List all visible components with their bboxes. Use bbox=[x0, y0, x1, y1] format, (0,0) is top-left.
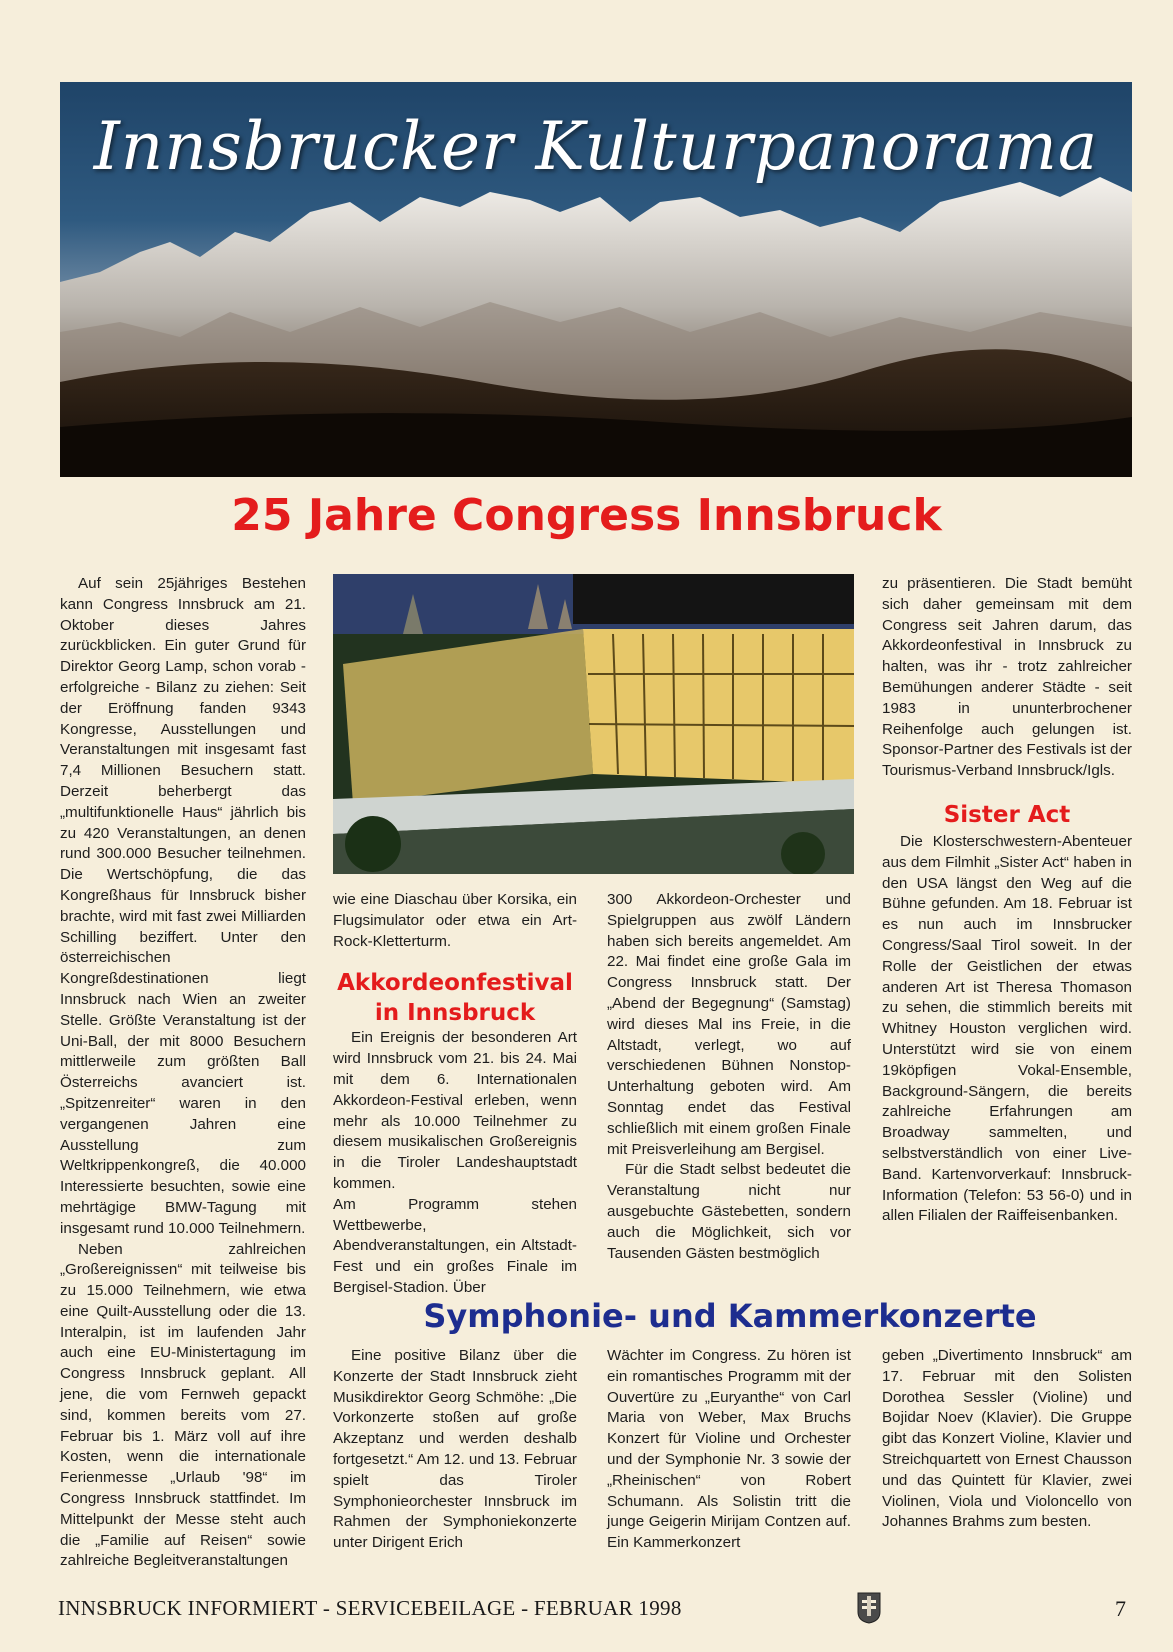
banner-image bbox=[60, 82, 1132, 477]
col4-paragraph-1: zu präsentieren. Die Stadt bemüht sich daher gemeinsam mit dem Congress seit Jahren darum, das Akkordeonfestival in Innsbruck zu halten, was ihr - trotz zahlreicher Bemühungen anderer Städte - seit 1983 in ununterbrochener Reihenfolge auch gelungen ist. Sponsor-Partner des Festivals ist der Tourismus-Verband Innsbruck/Igls. bbox=[882, 575, 1132, 780]
footer-text: INNSBRUCK INFORMIERT - SERVICEBEILAGE - FEBRUAR 1998 bbox=[58, 1596, 682, 1620]
col4-sister-act-paragraph: Die Klosterschwestern-Abenteuer aus dem Filmhit „Sister Act“ haben in den USA längst den Weg auf die Bühne gefunden. Am 18. Februar ist es nun auch im Innsbrucker Congress/Saal Tirol soweit. In der Rolle der Geistlichen der etwas anderen Art ist Theresa Thomason zu sehen, die stimmlich bereits mit Whitney Houston verglichen wird. Unterstützt wird sie von einem 19köpfigen Vokal-Ensemble, Background-Sängern, die bereits zahlreiche Erfahrungen am Broadway sammelten, und selbstverständlich von einer Live-Band. Kartenvorverkauf: Innsbruck-Information (Telefon: 53 56-0) und in allen Filialen der Raiffeisenbanken. bbox=[882, 832, 1132, 1225]
symphonie-column-4 bbox=[882, 1346, 1132, 1533]
akkordeon-heading-line-1: Akkordeonfestival bbox=[337, 970, 573, 997]
col3-paragraph-2: Für die Stadt selbst bedeutet die Veranstaltung nicht nur ausgebuchte Gästebetten, sondern auch die Möglichkeit, sich vor Tausenden Gästen bestmöglich bbox=[607, 1161, 851, 1262]
akkordeon-heading-line-2: in Innsbruck bbox=[374, 1000, 536, 1027]
col1-paragraph-1: Auf sein 25jähriges Bestehen kann Congress Innsbruck am 21. Oktober dieses Jahres zurückblicken. Ein guter Grund für Direktor Georg Lamp, schon vorab - erfolgreiche - Bilanz zu ziehen: Seit der Eröffnung fanden 9343 Kongresse, Ausstellungen und Veranstaltungen mit insgesamt fast 7,4 Millionen Besuchern statt. Derzeit beherbergt das „multifunktionelle Haus“ jährlich bis zu 420 Veranstaltungen, an denen rund 300.000 Besucher teilnehmen. Die Wertschöpfung, die das Kongreßhaus für Innsbruck bisher brachte, wird mit fast zwei Milliarden Schilling beziffert. Unter den österreichischen Kongreßdestinationen liegt Innsbruck nach Wien an zweiter Stelle. Größte Veranstaltung ist der Uni-Ball, der mit 8000 Besuchern mittlerweile zum größten Ball Österreichs avanciert ist. „Spitzenreiter“ waren in den vergangenen Jahren eine Ausstellung zum Weltkrippenkongreß, die 40.000 Interessierte besuchten, sowie eine mehrtägige BMW-Tagung mit insgesamt rund 10.000 Teilnehmern. bbox=[60, 575, 306, 1237]
column-4 bbox=[882, 574, 1132, 1227]
page-title: 25 Jahre Congress Innsbruck bbox=[231, 490, 942, 541]
page-number: 7 bbox=[1115, 1596, 1126, 1621]
symphonie-column-3 bbox=[607, 1346, 851, 1554]
col3-paragraph-1: 300 Akkordeon-Orchester und Spielgruppen aus zwölf Ländern haben sich bereits angemeldet. Am 22. Mai findet eine große Gala im Congress Innsbruck statt. Der „Abend der Begegnung“ (Samstag) wird dieses Mal ins Freie, in die Altstadt, verlegt, wo auf verschiedenen Bühnen Nonstop-Unterhaltung geboten wird. Am Sonntag endet das Festival schließlich mit einem großen Finale mit Preisverleihung am Bergisel. bbox=[607, 891, 851, 1158]
symphonie-paragraph-3: geben „Divertimento Innsbruck“ am 17. Februar mit den Solisten Dorothea Sessler (Violine) und Bojidar Noev (Klavier). Die Gruppe gibt das Konzert Violine, Klavier und Streichquartett von Ernest Chausson und das Quintett für Klavier, zwei Violinen, Viola und Violoncello von Johannes Brahms zum besten. bbox=[882, 1347, 1132, 1531]
symphonie-column-2 bbox=[333, 1346, 577, 1554]
column-3 bbox=[607, 890, 851, 1264]
col2-akkordeon-paragraph: Ein Ereignis der besonderen Art wird Innsbruck vom 21. bis 24. Mai mit dem 6. Internationalen Akkordeon-Festival erleben, wenn mehr als 10.000 Teilnehmer zu diesem musikalischen Großereignis in die Tiroler Landeshauptstadt kommen. bbox=[333, 1029, 577, 1192]
column-2 bbox=[333, 890, 577, 1299]
sister-act-heading: Sister Act bbox=[943, 801, 1071, 828]
crest-icon bbox=[857, 1592, 881, 1624]
symphonie-paragraph-1: Eine positive Bilanz über die Konzerte der Stadt Innsbruck zieht Musikdirektor Georg Schmöhe: „Die Vorkonzerte stoßen auf große Akzeptanz und werden deshalb fortgesetzt.“ Am 12. und 13. Februar spielt das Tiroler Symphonieorchester Innsbruck im Rahmen der Symphoniekonzerte unter Dirigent Erich bbox=[333, 1347, 577, 1552]
symphonie-heading: Symphonie- und Kammerkonzerte bbox=[423, 1297, 1037, 1335]
symphonie-paragraph-2: Wächter im Congress. Zu hören ist ein romantisches Programm mit der Ouvertüre zu „Euryanthe“ von Carl Maria von Weber, Max Bruchs Konzert für Violine und Orchester und der Symphonie Nr. 3 sowie der „Rheinischen“ von Robert Schumann. Als Solistin tritt die junge Geigerin Mirijam Contzen auf. Ein Kammerkonzert bbox=[607, 1347, 851, 1552]
congress-building-illustration bbox=[333, 574, 854, 874]
col2-paragraph-top: wie eine Diaschau über Korsika, ein Flugsimulator oder etwa ein Art-Rock-Kletterturm. bbox=[333, 891, 577, 950]
banner-title: Innsbrucker Kulturpanorama bbox=[93, 108, 1099, 185]
column-1 bbox=[60, 574, 306, 1572]
col1-paragraph-2: Neben zahlreichen „Großereignissen“ mit teilweise bis zu 15.000 Teilnehmern, wie etwa eine Quilt-Ausstellung oder die 13. Interalpin, ist im laufenden Jahr auch eine EU-Ministertagung im Congress Innsbruck geplant. All jene, die vom Fernweh gepackt sind, kommen bereits vom 27. Februar bis 1. März voll auf ihre Kosten, wenn die internationale Ferienmesse „Urlaub '98“ im Congress Innsbruck stattfindet. Im Mittelpunkt der Messe steht auch die „Familie auf Reisen“ sowie zahlreiche Begleitveranstaltungen bbox=[60, 1240, 306, 1570]
congress-photo bbox=[333, 574, 854, 874]
col2-akkordeon-paragraph-2: Am Programm stehen Wettbewerbe, Abendveranstaltungen, ein Altstadt-Fest und ein großes Finale im Bergisel-Stadion. Über bbox=[333, 1195, 577, 1296]
